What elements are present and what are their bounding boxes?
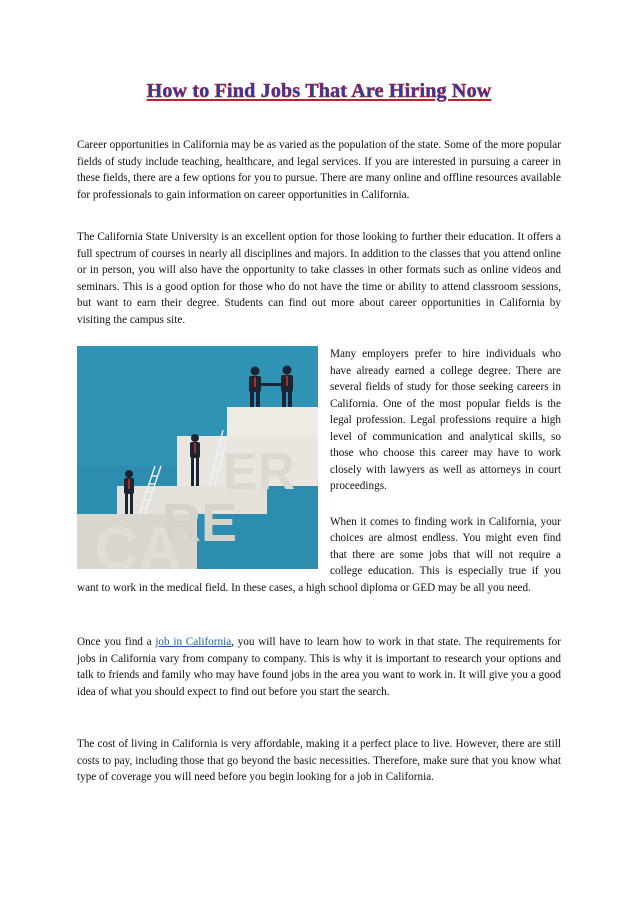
paragraph-employers-prefer-degree: Many employers prefer to hire individuals who have already earned a college degree. There are several fields of study for those seeking careers in California. One of the most popular fields is the legal profession. Legal professions require a high level of communication and analytical skills, so those who choose this career may have to work closely with lawyers as well as attorneys in court proceedings. bbox=[330, 348, 561, 492]
paragraph-requirements-body: , you will have to learn how to work in that state. The requirements for jobs in California vary from company to company. This is why it is important to research your options and talk to friends and family who may have found jobs in the area you want to work in. It will give you a good idea of what you should expect to find out before you start the search. bbox=[77, 636, 561, 698]
career-ladder-illustration bbox=[77, 346, 318, 569]
image-text-block bbox=[77, 346, 561, 596]
career-ladder-graphic bbox=[77, 346, 318, 569]
paragraph-requirements bbox=[77, 634, 561, 700]
paragraph-requirements-intro: Once you find a bbox=[77, 636, 156, 648]
letters-re: RE bbox=[162, 493, 238, 553]
paragraph-finding-work: When it comes to finding work in California, your choices are almost endless. You might even find that there are some jobs that will not require a college education. This is especially true if you want to work in the medical field. In these cases, a high school diploma or GED may be all you need. bbox=[77, 515, 561, 594]
job-in-california-link[interactable]: job in California bbox=[155, 636, 232, 648]
paragraph-cost-of-living: The cost of living in California is very affordable, making it a perfect place to live. However, there are still costs to pay, including those that go beyond the basic necessities. Therefore, make sure that you know what type of coverage you will need before you begin looking for a job in California. bbox=[77, 738, 561, 783]
letters-er: ER bbox=[223, 443, 296, 501]
page-title: How to Find Jobs That Are Hiring Now bbox=[146, 80, 492, 102]
paragraph-california-state-university: The California State University is an excellent option for those looking to further their education. It offers a full spectrum of courses in nearly all disciplines and majors. In addition to the classes that you attend online or in person, you will also have the opportunity to take classes in other formats such as online videos and seminars. This is a good option for those who do not have the time or ability to attend classroom sessions, but want to earn their degree. Students can find out more about career opportunities in California by visiting the campus site. bbox=[77, 231, 561, 326]
letters-ca: CA bbox=[95, 515, 182, 569]
paragraph-career-opportunities: Career opportunities in California may be as varied as the population of the state. Some of the more popular fields of study include teaching, healthcare, and legal services. If you are interested in pursuing a career in these fields, there are a few options for you to pursue. There are many online and offline resources available for professionals to gain information on career opportunities in California. bbox=[77, 139, 561, 201]
